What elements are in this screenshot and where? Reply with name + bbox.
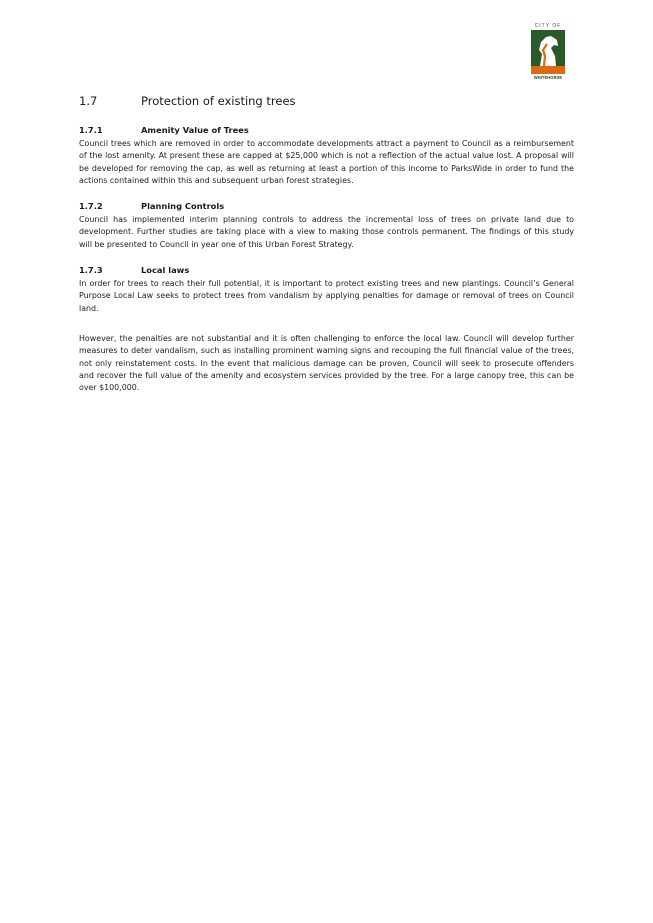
horse-emblem-icon xyxy=(531,30,565,74)
subsection-number: 1.7.2 xyxy=(79,201,103,212)
subsection-number: 1.7.3 xyxy=(79,265,103,276)
paragraph: Council trees which are removed in order to accommodate developments attract a payment to Council as a reimbursement of the lost amenity. At present these are capped at $25,000 which is not a reflection of the actual value lost. A proposal will be developed for removing the cap, as well as returning at least a portion of this income to ParksWide in order to fund the actions contained within this and subsequent urban forest strategies. xyxy=(79,139,574,185)
document-body xyxy=(79,93,574,407)
section-number: 1.7 xyxy=(79,94,98,108)
paragraph: However, the penalties are not substantial and it is often challenging to enforce the local law. Council will develop further measures to deter vandalism, such as installing prominent warning signs and recouping the full financial value of the trees, not only reinstatement costs. In the event that malicious damage can be proven, Council will seek to prosecute offenders and recover the full value of the amenity and ecosystem services provided by the tree. For a large canopy tree, this can be over $100,000. xyxy=(79,333,574,393)
section-title: Protection of existing trees xyxy=(141,94,296,108)
logo-city-text: CITY OF xyxy=(534,23,562,29)
subsection-title: Local laws xyxy=(141,265,190,276)
subsection-title: Amenity Value of Trees xyxy=(141,125,249,135)
subsection-amenity-value xyxy=(79,124,574,187)
paragraph: Council has implemented interim planning controls to address the incremental loss of trees on private land due to development. Further studies are taking place with a view to making those controls permanent. The findings of this study will be presented to Council in year one of this Urban Forest Strategy. xyxy=(79,215,574,249)
subsection-local-laws xyxy=(79,264,574,394)
subsection-number: 1.7.1 xyxy=(79,125,103,135)
logo-wordmark: WHITEHORSE xyxy=(533,75,563,80)
paragraph: In order for trees to reach their full potential, it is important to protect existing trees and new plantings. Council’s General Purpose Local Law seeks to protect trees from vandalism by applying penalties for damage or removal of trees on Council land. xyxy=(79,279,574,313)
subsection-heading xyxy=(79,264,574,276)
subsection-heading xyxy=(79,200,574,212)
city-of-whitehorse-logo xyxy=(530,22,566,84)
subsection-heading xyxy=(79,124,574,136)
subsection-planning-controls xyxy=(79,200,574,251)
section-heading xyxy=(79,93,574,109)
subsection-title: Planning Controls xyxy=(141,201,225,212)
